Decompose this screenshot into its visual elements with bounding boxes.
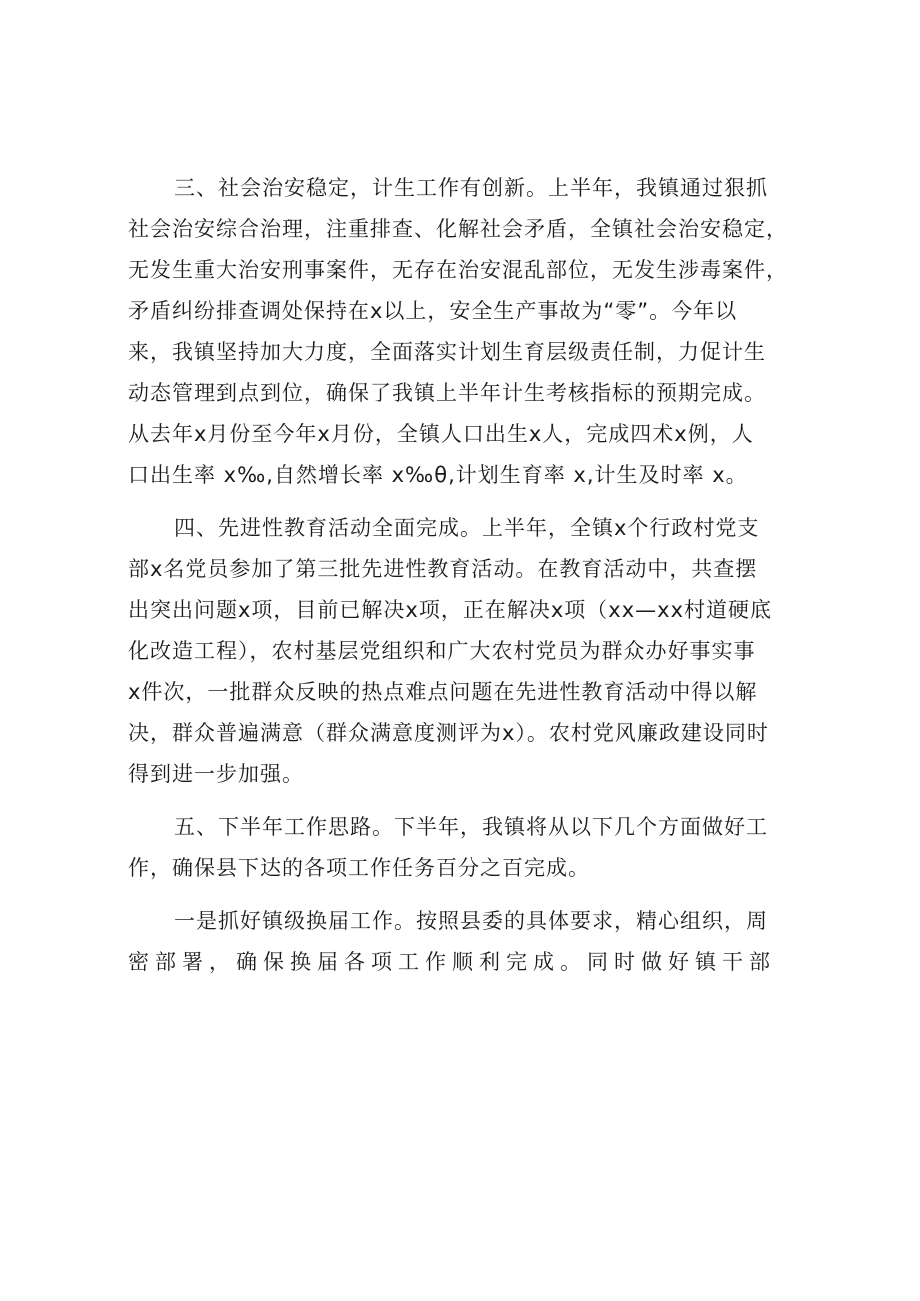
paragraph-public-security xyxy=(128,168,808,496)
paragraph-work-plan xyxy=(128,807,808,889)
paragraph-line: 决，群众普遍满意（群众满意度测评为x）。农村党风廉政建设同时 xyxy=(128,721,769,745)
paragraph-line: 密部署，确保换届各项工作顺利完成。同时做好镇干部 xyxy=(128,950,776,974)
document-body xyxy=(128,168,808,983)
paragraph-line: 无发生重大治安刑事案件，无存在治安混乱部位，无发生涉毒案件， xyxy=(128,258,788,282)
paragraph-line: 五、下半年工作思路。下半年，我镇将从以下几个方面做好工 xyxy=(174,815,768,839)
paragraph-line: 一是抓好镇级换届工作。按照县委的具体要求，精心组织，周 xyxy=(174,909,768,933)
paragraph-line: 来，我镇坚持加大力度，全面落实计划生育层级责任制，力促计生 xyxy=(128,340,766,364)
paragraph-line: 四、先进性教育活动全面完成。上半年，全镇x个行政村党支 xyxy=(174,516,760,540)
paragraph-line: 三、社会治安稳定，计生工作有创新。上半年，我镇通过狠抓 xyxy=(174,176,768,200)
paragraph-advanced-education xyxy=(128,508,808,795)
paragraph-line: 部x名党员参加了第三批先进性教育活动。在教育活动中，共查摆 xyxy=(128,557,758,581)
paragraph-line: 矛盾纠纷排查调处保持在x以上，安全生产事故为“零”。今年以 xyxy=(128,299,738,323)
paragraph-line: x件次，一批群众反映的热点难点问题在先进性教育活动中得以解 xyxy=(128,680,758,704)
paragraph-line: 出突出问题x项，目前已解决x项，正在解决x项（xx—xx村道硬底 xyxy=(128,598,772,622)
paragraph-line: 口出生率 x‰,自然增长率 x‰θ,计划生育率 x,计生及时率 x。 xyxy=(128,463,748,487)
paragraph-line: 得到进一步加强。 xyxy=(128,762,304,786)
paragraph-gap xyxy=(128,496,808,508)
paragraph-election xyxy=(128,901,808,983)
paragraph-gap xyxy=(128,889,808,901)
paragraph-line: 动态管理到点到位，确保了我镇上半年计生考核指标的预期完成。 xyxy=(128,381,766,405)
paragraph-line: 社会治安综合治理，注重排查、化解社会矛盾，全镇社会治安稳定， xyxy=(128,217,788,241)
paragraph-line: 化改造工程），农村基层党组织和广大农村党员为群众办好事实事 xyxy=(128,639,756,663)
paragraph-gap xyxy=(128,795,808,807)
paragraph-line: 作，确保县下达的各项工作任务百分之百完成。 xyxy=(128,856,590,880)
paragraph-line: 从去年x月份至今年x月份，全镇人口出生x人，完成四术x例，人 xyxy=(128,422,754,446)
